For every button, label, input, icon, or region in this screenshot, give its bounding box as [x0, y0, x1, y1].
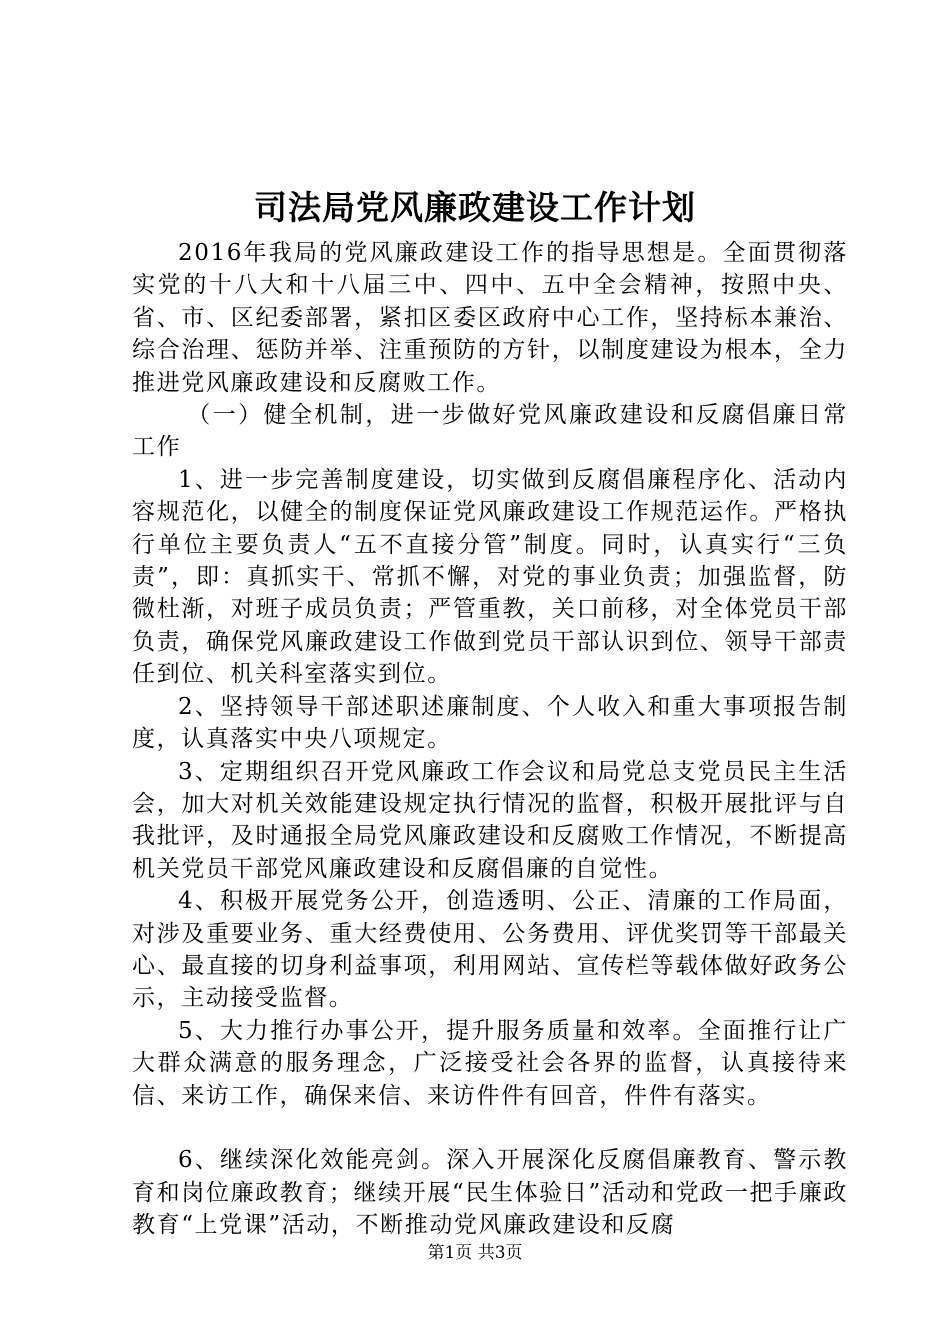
page-number: 第1页 共3页 [427, 1243, 523, 1263]
paragraph-item-6: 6、继续深化效能亮剑。深入开展深化反腐倡廉教育、警示教育和岗位廉政教育；继续开展“民生体验日”活动和党政一把手廉政教育“上党课”活动，不断推动党风廉政建设和反腐 [132, 1147, 848, 1239]
paragraph-item-3: 3、定期组织召开党风廉政工作会议和局党总支党员民主生活会，加大对机关效能建设规定执行情况的监督，积极开展批评与自我批评，及时通报全局党风廉政建设和反腐败工作情况，不断提高机关党员干部党风廉政建设和反腐倡廉的自觉性。 [132, 758, 848, 882]
paragraph-item-1: 1、进一步完善制度建设，切实做到反腐倡廉程序化、活动内容规范化，以健全的制度保证党风廉政建设工作规范运作。严格执行单位主要负责人“五不直接分管”制度。同时，认真实行“三负责”，即：真抓实干、常抓不懈，对党的事业负责；加强监督，防微杜渐，对班子成员负责；严管重教，关口前移，对全体党员干部负责，确保党风廉政建设工作做到党员干部认识到位、领导干部责任到位、机关科室落实到位。 [132, 466, 848, 688]
document-body [132, 237, 848, 1242]
paragraph-item-5: 5、大力推行办事公开，提升服务质量和效率。全面推行让广大群众满意的服务理念，广泛接受社会各界的监督，认真接待来信、来访工作，确保来信、来访件件有回音，件件有落实。 [132, 1017, 848, 1109]
document-title: 司法局党风廉政建设工作计划 [254, 188, 696, 227]
paragraph-guiding-thought: 2016年我局的党风廉政建设工作的指导思想是。全面贯彻落实党的十八大和十八届三中、四中、五中全会精神，按照中央、省、市、区纪委部署，紧扣区委区政府中心工作，坚持标本兼治、综合治理、惩防并举、注重预防的方针，以制度建设为根本，全力推进党风廉政建设和反腐败工作。 [132, 240, 848, 396]
paragraph-item-2: 2、坚持领导干部述职述廉制度、个人收入和重大事项报告制度，认真落实中央八项规定。 [132, 693, 848, 753]
paragraph-item-4: 4、积极开展党务公开，创造透明、公正、清廉的工作局面，对涉及重要业务、重大经费使用、公务费用、评优奖罚等干部最关心、最直接的切身利益事项，利用网站、宣传栏等载体做好政务公示，主动接受监督。 [132, 888, 848, 1012]
section-heading-1: （一）健全机制，进一步做好党风廉政建设和反腐倡廉日常工作 [132, 402, 848, 461]
